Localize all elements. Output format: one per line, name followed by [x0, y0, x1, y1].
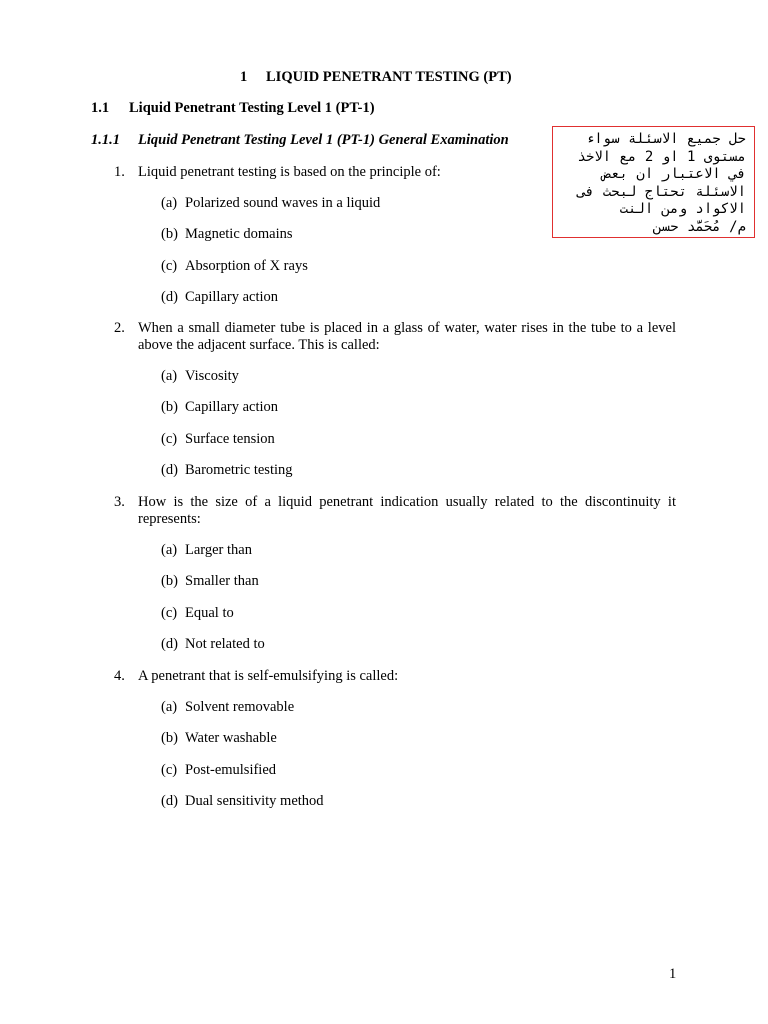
option-3a [161, 542, 252, 559]
option-text: Equal to [185, 605, 234, 621]
option-letter: (d) [161, 289, 178, 305]
question-2 [114, 320, 676, 354]
question-text: When a small diameter tube is placed in a glass of water, water rises in the tube to a level above the adjacent surface. This is called: [138, 320, 676, 353]
heading-level-3-text: Liquid Penetrant Testing Level 1 (PT-1) General Examination [138, 132, 509, 148]
option-letter: (d) [161, 636, 178, 652]
option-letter: (a) [161, 368, 178, 384]
option-text: Absorption of X rays [185, 258, 308, 274]
heading-level-1-text: LIQUID PENETRANT TESTING (PT) [266, 69, 512, 85]
option-text: Polarized sound waves in a liquid [185, 195, 381, 211]
option-2a [161, 368, 239, 385]
option-3c [161, 605, 234, 622]
option-text: Capillary action [185, 289, 279, 305]
option-text: Viscosity [185, 368, 239, 384]
option-2d [161, 462, 293, 479]
option-letter: (d) [161, 462, 178, 478]
note-line: مستوى 1 او 2 مع الاخذ [577, 148, 746, 165]
heading-level-3 [91, 132, 509, 149]
option-text: Barometric testing [185, 462, 293, 478]
question-4 [114, 668, 676, 685]
option-text: Larger than [185, 542, 252, 558]
option-4a [161, 699, 294, 716]
option-letter: (c) [161, 605, 178, 621]
option-letter: (a) [161, 195, 178, 211]
option-1a [161, 195, 380, 212]
option-text: Not related to [185, 636, 265, 652]
option-1b [161, 226, 293, 243]
page-number: 1 [669, 966, 677, 982]
option-letter: (b) [161, 226, 178, 242]
question-1 [114, 164, 676, 181]
option-letter: (b) [161, 399, 178, 415]
question-number: 3. [114, 494, 125, 510]
option-4d [161, 793, 324, 810]
heading-level-3-number: 1.1.1 [91, 132, 120, 148]
question-number: 1. [114, 164, 125, 180]
option-text: Solvent removable [185, 699, 295, 715]
option-text: Capillary action [185, 399, 279, 415]
option-letter: (d) [161, 793, 178, 809]
question-number: 2. [114, 320, 125, 336]
heading-level-2-text: Liquid Penetrant Testing Level 1 (PT-1) [129, 100, 375, 116]
heading-level-1 [240, 69, 512, 86]
heading-level-2-number: 1.1 [91, 100, 110, 116]
note-line: م/ مُحَمَّد حسن [653, 218, 746, 235]
option-letter: (c) [161, 258, 178, 274]
option-letter: (a) [161, 699, 178, 715]
option-2b [161, 399, 278, 416]
option-text: Smaller than [185, 573, 259, 589]
option-3b [161, 573, 259, 590]
note-line: حل جميع الاسئلة سواء [585, 131, 746, 147]
handwritten-note-box [552, 126, 755, 238]
heading-level-1-number: 1 [240, 69, 248, 85]
option-letter: (b) [161, 730, 178, 746]
option-letter: (c) [161, 762, 178, 778]
option-4c [161, 762, 276, 779]
option-text: Dual sensitivity method [185, 793, 324, 809]
option-2c [161, 431, 275, 448]
option-text: Water washable [185, 730, 277, 746]
note-line: الاسئلة تحتاج لبحث فى [577, 183, 746, 200]
option-text: Post-emulsified [185, 762, 277, 778]
option-text: Magnetic domains [185, 226, 293, 242]
option-letter: (b) [161, 573, 178, 589]
option-text: Surface tension [185, 431, 275, 447]
note-line: في الاعتبار ان بعض [602, 166, 746, 183]
option-letter: (c) [161, 431, 178, 447]
question-3 [114, 494, 676, 528]
option-1c [161, 258, 308, 275]
question-text: Liquid penetrant testing is based on the principle of: [138, 164, 441, 180]
question-text: A penetrant that is self-emulsifying is called: [138, 668, 399, 684]
question-text: How is the size of a liquid penetrant indication usually related to the discontinuity it represents: [138, 494, 676, 527]
option-4b [161, 730, 277, 747]
option-3d [161, 636, 265, 653]
note-line: الاكواد ومن النت [619, 201, 746, 218]
option-1d [161, 289, 278, 306]
question-number: 4. [114, 668, 125, 684]
option-letter: (a) [161, 542, 178, 558]
heading-level-2 [91, 100, 375, 117]
